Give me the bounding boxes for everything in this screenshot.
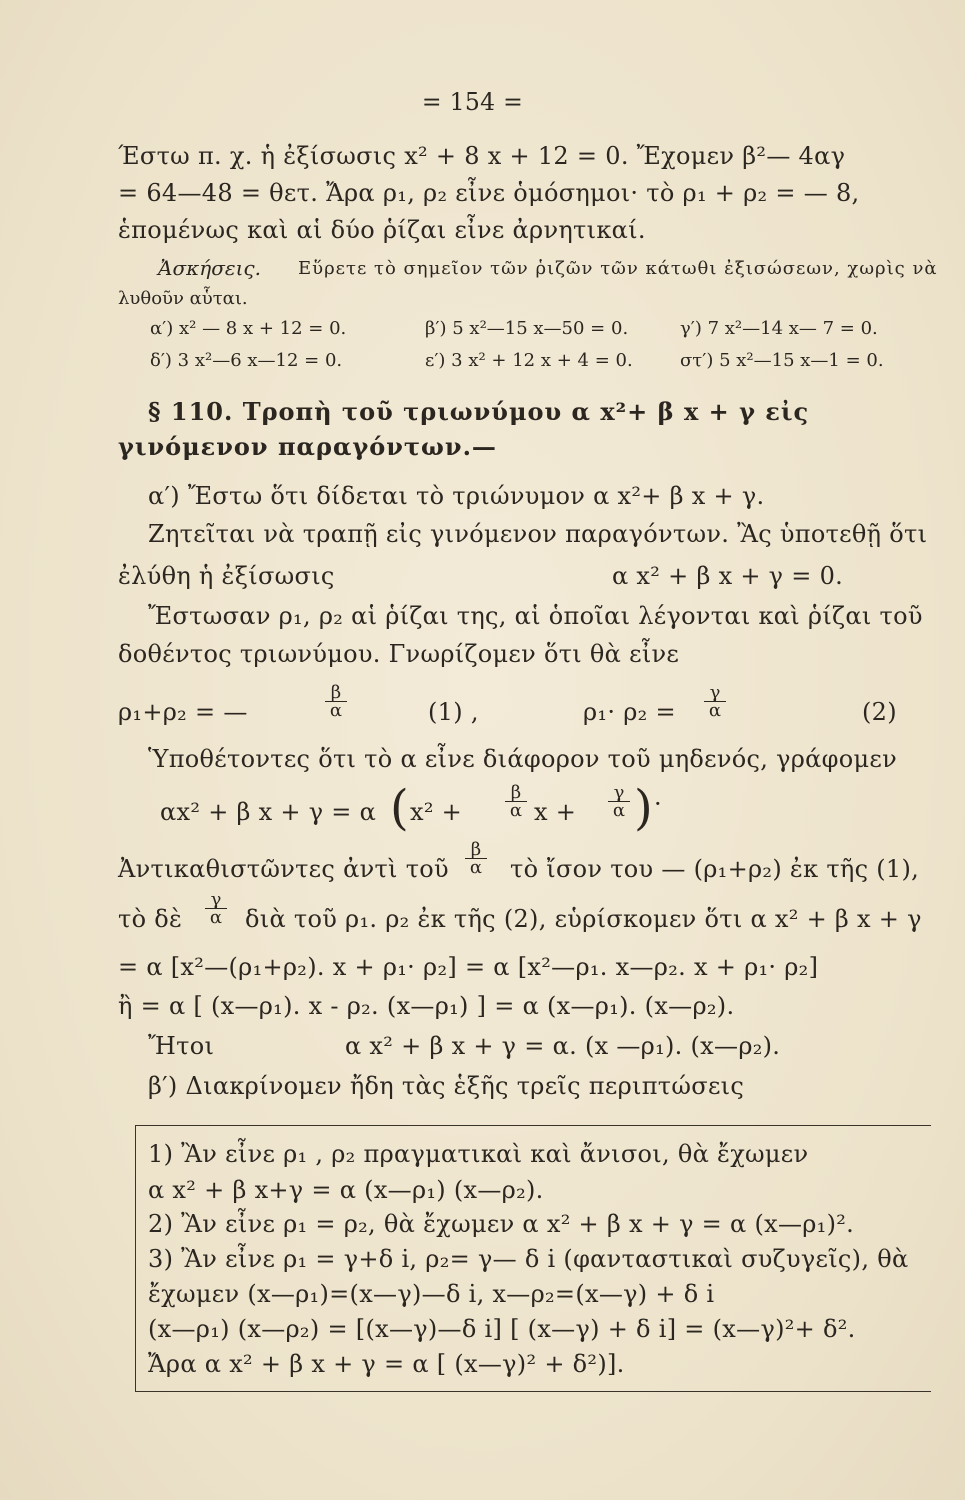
fraction-denominator: α <box>209 907 223 928</box>
exercise-d: δ′) 3 x²—6 x—12 = 0. <box>150 350 343 371</box>
case-1-line-1: 1) Ἂν εἶνε ρ₁ , ρ₂ πραγματικαὶ καὶ ἄνισοι, θὰ ἔχωμεν <box>148 1140 809 1168</box>
result-formula: α x² + β x + γ = α. (x —ρ₁). (x—ρ₂). <box>345 1032 781 1060</box>
body-line-4: δοθέντος τριωνύμου. Γνωρίζομεν ὅτι θὰ εἶνε <box>118 640 680 668</box>
fraction-numerator: γ <box>210 889 222 910</box>
exercise-f: στ′) 5 x²—15 x—1 = 0. <box>680 350 884 371</box>
case-3-line-3: (x—ρ₁) (x—ρ₂) = [(x—γ)—δ i] [ (x—γ) + δ i] = (x—γ)²+ δ². <box>148 1315 856 1343</box>
gamma-over-alpha-2 <box>205 891 227 926</box>
example-line-3: ἑπομένως καὶ αἱ δύο ῥίζαι εἶνε ἀρνητικαί. <box>118 216 646 244</box>
case-3-line-2: ἔχωμεν (x—ρ₁)=(x—γ)—δ i, x—ρ₂=(x—γ) + δ i <box>148 1280 715 1308</box>
sum-fraction <box>325 684 347 719</box>
beta-over-alpha <box>505 784 527 819</box>
fraction-denominator: α <box>708 700 722 721</box>
hypothesis-line: Ὑποθέτοντες ὅτι τὸ α εἶνε διάφορον τοῦ μηδενός, γράφομεν <box>148 745 898 773</box>
derivation-line-2: ἢ = α [ (x—ρ₁). x - ρ₂. (x—ρ₁) ] = α (x—ρ₁). (x—ρ₂). <box>118 992 735 1020</box>
exercises-text-1: Εὕρετε τὸ σημεῖον τῶν ῥιζῶν τῶν κάτωθι ἐξισώσεων, χωρὶς νὰ <box>298 258 938 279</box>
body-line-1: Ζητεῖται νὰ τραπῇ εἰς γινόμενον παραγόντων. Ἂς ὑποτεθῇ ὅτι <box>148 520 928 548</box>
exercise-c: γ′) 7 x²—14 x— 7 = 0. <box>680 318 878 339</box>
case-2-line: 2) Ἂν εἶνε ρ₁ = ρ₂, θὰ ἔχωμεν α x² + β x + γ = α (x—ρ₁)². <box>148 1210 855 1238</box>
page-number: = 154 = <box>421 88 524 116</box>
exercise-b: β′) 5 x²—15 x—50 = 0. <box>425 318 629 339</box>
fraction-numerator: β <box>330 682 342 703</box>
fraction-denominator: α <box>329 700 343 721</box>
label-2: (2) <box>862 698 897 726</box>
exercise-e: ε′) 3 x² + 12 x + 4 = 0. <box>425 350 633 371</box>
substitution-line-2b: διὰ τοῦ ρ₁. ρ₂ ἐκ τῆς (2), εὑρίσκομεν ὅτι α x² + β x + γ <box>245 905 922 933</box>
paragraph-a-line: α′) Ἔστω ὅτι δίδεται τὸ τριώνυμον α x²+ β x + γ. <box>148 482 765 510</box>
substitution-line-2a: τὸ δὲ <box>118 905 183 933</box>
left-parenthesis: ( <box>390 780 409 836</box>
section-title-1: § 110. Τροπὴ τοῦ τριωνύμου α x²+ β x + γ εἰς <box>148 397 810 426</box>
factor-formula-left: αx² + β x + γ = α <box>160 798 377 826</box>
fraction-numerator: γ <box>709 682 721 703</box>
fraction-denominator: α <box>612 800 626 821</box>
factor-tail: · <box>654 790 662 818</box>
section-title-2: γινόμενον παραγόντων.— <box>118 432 497 461</box>
paragraph-b-line: β′) Διακρίνομεν ἤδη τὰς ἑξῆς τρεῖς περιπτώσεις <box>148 1072 745 1100</box>
label-1: (1) , <box>428 698 479 726</box>
product-formula-left: ρ₁· ρ₂ = <box>583 698 676 726</box>
derivation-line-1: = α [x²—(ρ₁+ρ₂). x + ρ₁· ρ₂] = α [x²—ρ₁. x—ρ₂. x + ρ₁· ρ₂] <box>118 953 819 981</box>
product-fraction <box>704 684 726 719</box>
exercises-text-2: λυθοῦν αὗται. <box>118 288 248 309</box>
exercises-heading: Ἀσκήσεις. <box>158 256 261 280</box>
case-3-line-4: Ἄρα α x² + β x + γ = α [ (x—γ)² + δ²)]. <box>148 1350 625 1378</box>
example-line-2: = 64—48 = θετ. Ἄρα ρ₁, ρ₂ εἶνε ὁμόσημοι· τὸ ρ₁ + ρ₂ = — 8, <box>118 179 860 207</box>
fraction-numerator: β <box>470 839 482 860</box>
factor-inner-1: x² + <box>410 798 463 826</box>
fraction-denominator: α <box>469 857 483 878</box>
exercise-a: α′) x² — 8 x + 12 = 0. <box>150 318 347 339</box>
derivation-line-3: Ἤτοι <box>148 1032 215 1060</box>
body-line-2: ἐλύθη ἡ ἐξίσωσις <box>118 562 335 590</box>
sum-formula-left: ρ₁+ρ₂ = — <box>118 698 248 726</box>
case-3-line-1: 3) Ἂν εἶνε ρ₁ = γ+δ i, ρ₂= γ— δ i (φανταστικαὶ συζυγεῖς), θὰ <box>148 1245 909 1273</box>
fraction-denominator: α <box>509 800 523 821</box>
example-line-1: Έστω π. χ. ἡ ἐξίσωσις x² + 8 x + 12 = 0. Ἔχομεν β²— 4αγ <box>118 142 846 170</box>
factor-inner-2: x + <box>534 798 577 826</box>
body-line-3: Ἔστωσαν ρ₁, ρ₂ αἱ ῥίζαι της, αἱ ὁποῖαι λέγονται καὶ ῥίζαι τοῦ <box>148 602 923 630</box>
substitution-line-1b: τὸ ἴσον του — (ρ₁+ρ₂) ἐκ τῆς (1), <box>510 855 920 883</box>
case-1-line-2: α x² + β x+γ = α (x—ρ₁) (x—ρ₂). <box>148 1176 544 1204</box>
fraction-numerator: β <box>510 782 522 803</box>
equation-zero: α x² + β x + γ = 0. <box>612 562 844 590</box>
fraction-numerator: γ <box>613 782 625 803</box>
gamma-over-alpha <box>608 784 630 819</box>
right-parenthesis: ) <box>634 780 653 836</box>
substitution-line-1a: Ἀντικαθιστῶντες ἀντὶ τοῦ <box>118 855 449 883</box>
beta-over-alpha-2 <box>465 841 487 876</box>
